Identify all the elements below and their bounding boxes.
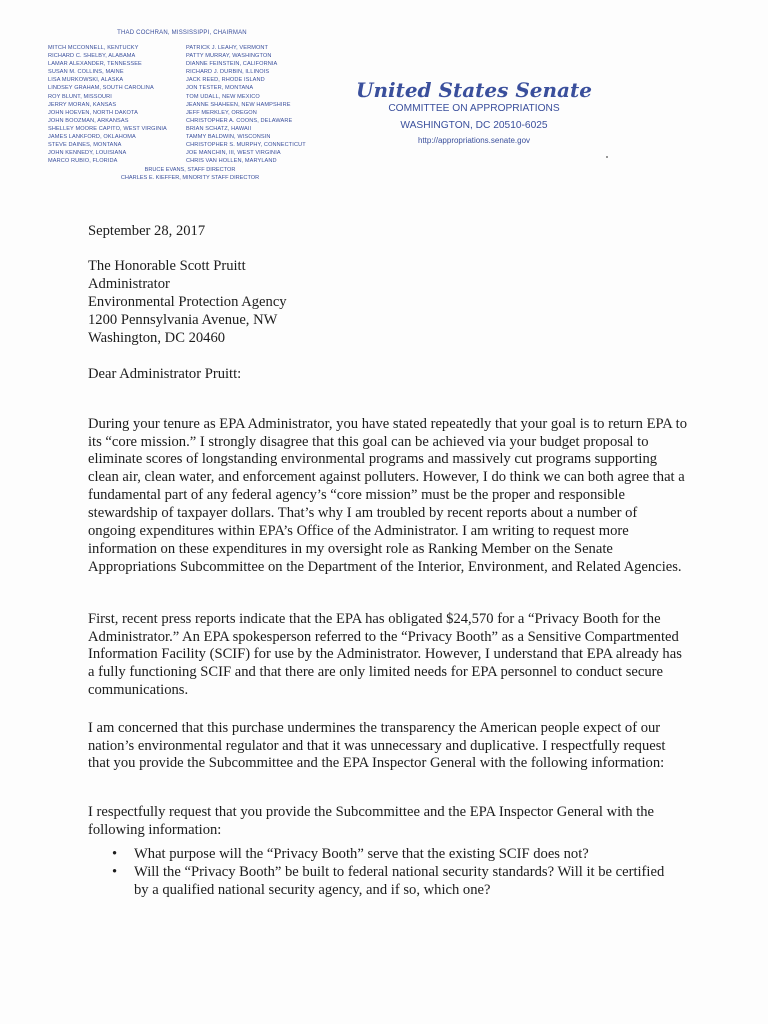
recipient-line: 1200 Pennsylvania Avenue, NW xyxy=(88,311,278,328)
recipient-line: The Honorable Scott Pruitt xyxy=(88,258,246,274)
list-item xyxy=(112,846,672,864)
minority-members-list xyxy=(186,44,346,165)
member-name: JOHN HOEVEN, NORTH DAKOTA xyxy=(48,109,138,116)
member-name: MARCO RUBIO, FLORIDA xyxy=(48,158,118,165)
paragraph: I respectfully request that you provide the Subcommittee and the EPA Inspector General with the following information: xyxy=(88,803,655,838)
bullet-icon: • xyxy=(112,846,118,862)
recipient-line: Administrator xyxy=(88,275,170,292)
salutation: Dear Administrator Pruitt: xyxy=(88,366,242,382)
chairman-line: THAD COCHRAN, MISSISSIPPI, CHAIRMAN xyxy=(117,30,247,36)
member-name: JON TESTER, MONTANA xyxy=(186,85,254,92)
committee-url: http://appropriations.senate.gov xyxy=(417,136,531,145)
scan-speck xyxy=(606,156,608,158)
member-name: LINDSEY GRAHAM, SOUTH CAROLINA xyxy=(48,85,154,92)
member-name: JOE MANCHIN, III, WEST VIRGINIA xyxy=(186,150,281,157)
member-name: CHRISTOPHER A. COONS, DELAWARE xyxy=(186,117,293,124)
letter-date: September 28, 2017 xyxy=(88,223,206,239)
senate-wordmark: United States Senate xyxy=(356,78,592,102)
member-name: CHRIS VAN HOLLEN, MARYLAND xyxy=(186,158,277,165)
member-name: STEVE DAINES, MONTANA xyxy=(48,142,122,149)
committee-name: COMMITTEE ON APPROPRIATIONS xyxy=(388,103,560,114)
staff-director: BRUCE EVANS, STAFF DIRECTOR xyxy=(144,167,236,173)
member-name: PATTY MURRAY, WASHINGTON xyxy=(186,53,272,60)
list-item xyxy=(112,864,672,900)
member-name: TOM UDALL, NEW MEXICO xyxy=(186,93,260,100)
recipient-line: Environmental Protection Agency xyxy=(88,293,287,310)
member-name: JAMES LANKFORD, OKLAHOMA xyxy=(48,134,136,141)
member-name: JERRY MORAN, KANSAS xyxy=(48,101,117,108)
member-name: MITCH MCCONNELL, KENTUCKY xyxy=(48,45,139,51)
member-name: LAMAR ALEXANDER, TENNESSEE xyxy=(48,61,142,68)
bullet-icon: • xyxy=(112,863,118,880)
paragraph: First, recent press reports indicate that the EPA has obligated $24,570 for a “Privacy Booth for the Administrator.” An EPA spokesperson referred to the “Privacy Booth” as a Sensitive Compartmented Information Facility (SCIF) for use by the Administrator. However, I understand that EPA already has a fully functioning SCIF and that there are only limited needs for EPA personnel to conduct secure communications. xyxy=(88,610,682,699)
list-item-text: What purpose will the “Privacy Booth” serve that the existing SCIF does not? xyxy=(134,846,589,862)
member-name: JEFF MERKLEY, OREGON xyxy=(186,109,257,116)
member-name: CHRISTOPHER S. MURPHY, CONNECTICUT xyxy=(186,142,306,149)
member-name: JOHN KENNEDY, LOUISIANA xyxy=(48,150,127,157)
member-name: SUSAN M. COLLINS, MAINE xyxy=(48,69,124,76)
member-name: JEANNE SHAHEEN, NEW HAMPSHIRE xyxy=(186,101,291,108)
member-name: ROY BLUNT, MISSOURI xyxy=(48,93,112,100)
list-item-text: Will the “Privacy Booth” be built to federal national security standards? Will it be certified by a qualified national security agency, and if so, which one? xyxy=(134,863,665,898)
member-name: JOHN BOOZMAN, ARKANSAS xyxy=(48,117,129,124)
member-name: JACK REED, RHODE ISLAND xyxy=(186,77,265,84)
member-name: BRIAN SCHATZ, HAWAII xyxy=(186,125,252,132)
paragraph: I am concerned that this purchase undermines the transparency the American people expect of our nation’s environmental regulator and that it was unnecessary and duplicative. I respectfully request that you provide the Subcommittee and the EPA Inspector General with the following information: xyxy=(88,719,666,772)
member-name: LISA MURKOWSKI, ALASKA xyxy=(48,77,124,84)
member-name: SHELLEY MOORE CAPITO, WEST VIRGINIA xyxy=(48,125,167,132)
member-name: TAMMY BALDWIN, WISCONSIN xyxy=(186,134,271,141)
staff-directors xyxy=(90,166,290,182)
committee-address: WASHINGTON, DC 20510-6025 xyxy=(400,120,548,131)
member-name: RICHARD C. SHELBY, ALABAMA xyxy=(48,53,136,60)
member-name: DIANNE FEINSTEIN, CALIFORNIA xyxy=(186,61,278,68)
recipient-line: Washington, DC 20460 xyxy=(88,329,226,346)
question-list xyxy=(112,846,672,900)
recipient-address xyxy=(88,258,688,348)
paragraph: During your tenure as EPA Administrator, you have stated repeatedly that your goal is to return EPA to its “core mission.” I strongly disagree that this goal can be achieved via your budget proposal to eliminate scores of longstanding environmental programs and massively cut programs supporting clean air, clean water, and enforcement against polluters. However, I do think we can both agree that a fundamental part of any federal agency’s “core mission” must be the proper and responsible stewardship of taxpayer dollars. That’s why I am troubled by recent reports about a number of ongoing expenditures within EPA’s Office of the Administrator. I am writing to request more information on these expenditures in my oversight role as Ranking Member on the Senate Appropriations Subcommittee on the Department of the Interior, Environment, and Related Agencies. xyxy=(88,415,688,575)
majority-members-list xyxy=(48,44,183,165)
member-name: PATRICK J. LEAHY, VERMONT xyxy=(186,45,269,51)
minority-staff-director: CHARLES E. KIEFFER, MINORITY STAFF DIRECTOR xyxy=(120,175,260,181)
member-name: RICHARD J. DURBIN, ILLINOIS xyxy=(186,69,270,76)
